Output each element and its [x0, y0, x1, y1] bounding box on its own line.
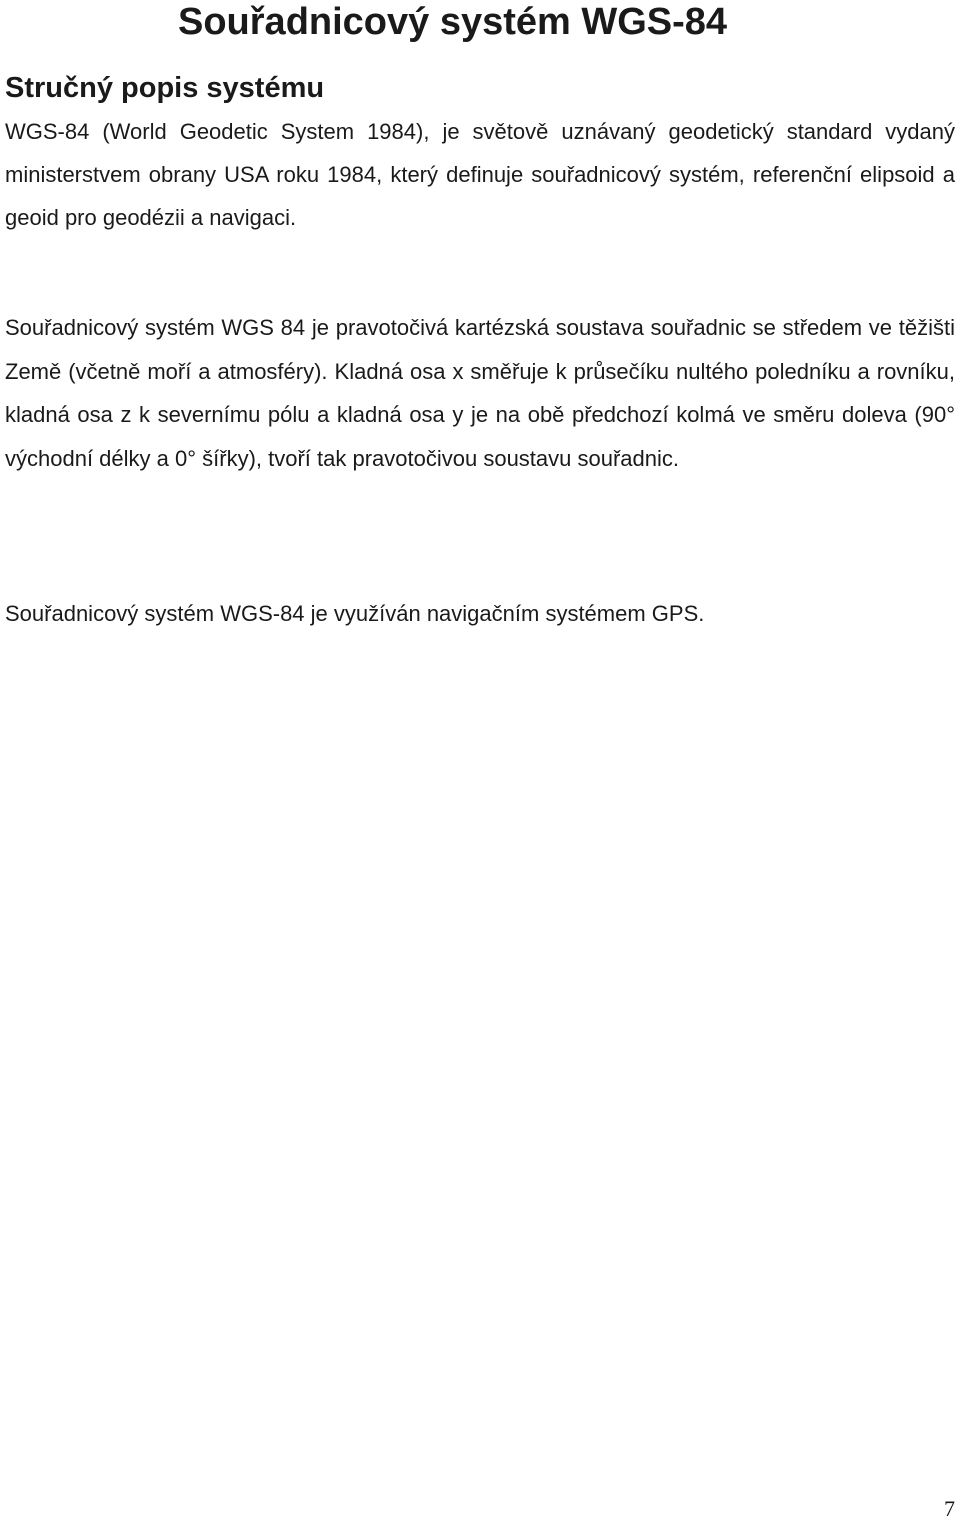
page-title: Souřadnicový systém WGS-84 — [178, 1, 728, 43]
paragraph-gps-usage: Souřadnicový systém WGS-84 je využíván navigačním systémem GPS. — [5, 601, 705, 626]
page-number: 7 — [944, 1496, 955, 1521]
paragraph-intro: WGS-84 (World Geodetic System 1984), je světově uznávaný geodetický standard vydaný ministerstvem obrany USA roku 1984, který definuje souřadnicový systém, referenční elipsoid a geoid pro geodézii a navigaci. — [5, 119, 955, 230]
section-heading: Stručný popis systému — [5, 72, 325, 104]
paragraph-coordinate-axes: Souřadnicový systém WGS 84 je pravotočivá kartézská soustava souřadnic se středem ve těžišti Země (včetně moří a atmosféry). Kladná osa x směřuje k průsečíku nultého poledníku a rovníku, kladná osa z k severnímu pólu a kladná osa y je na obě předchozí kolmá ve směru doleva (90° východní délky a 0° šířky), tvoří tak pravotočivou soustavu souřadnic. — [5, 315, 955, 471]
